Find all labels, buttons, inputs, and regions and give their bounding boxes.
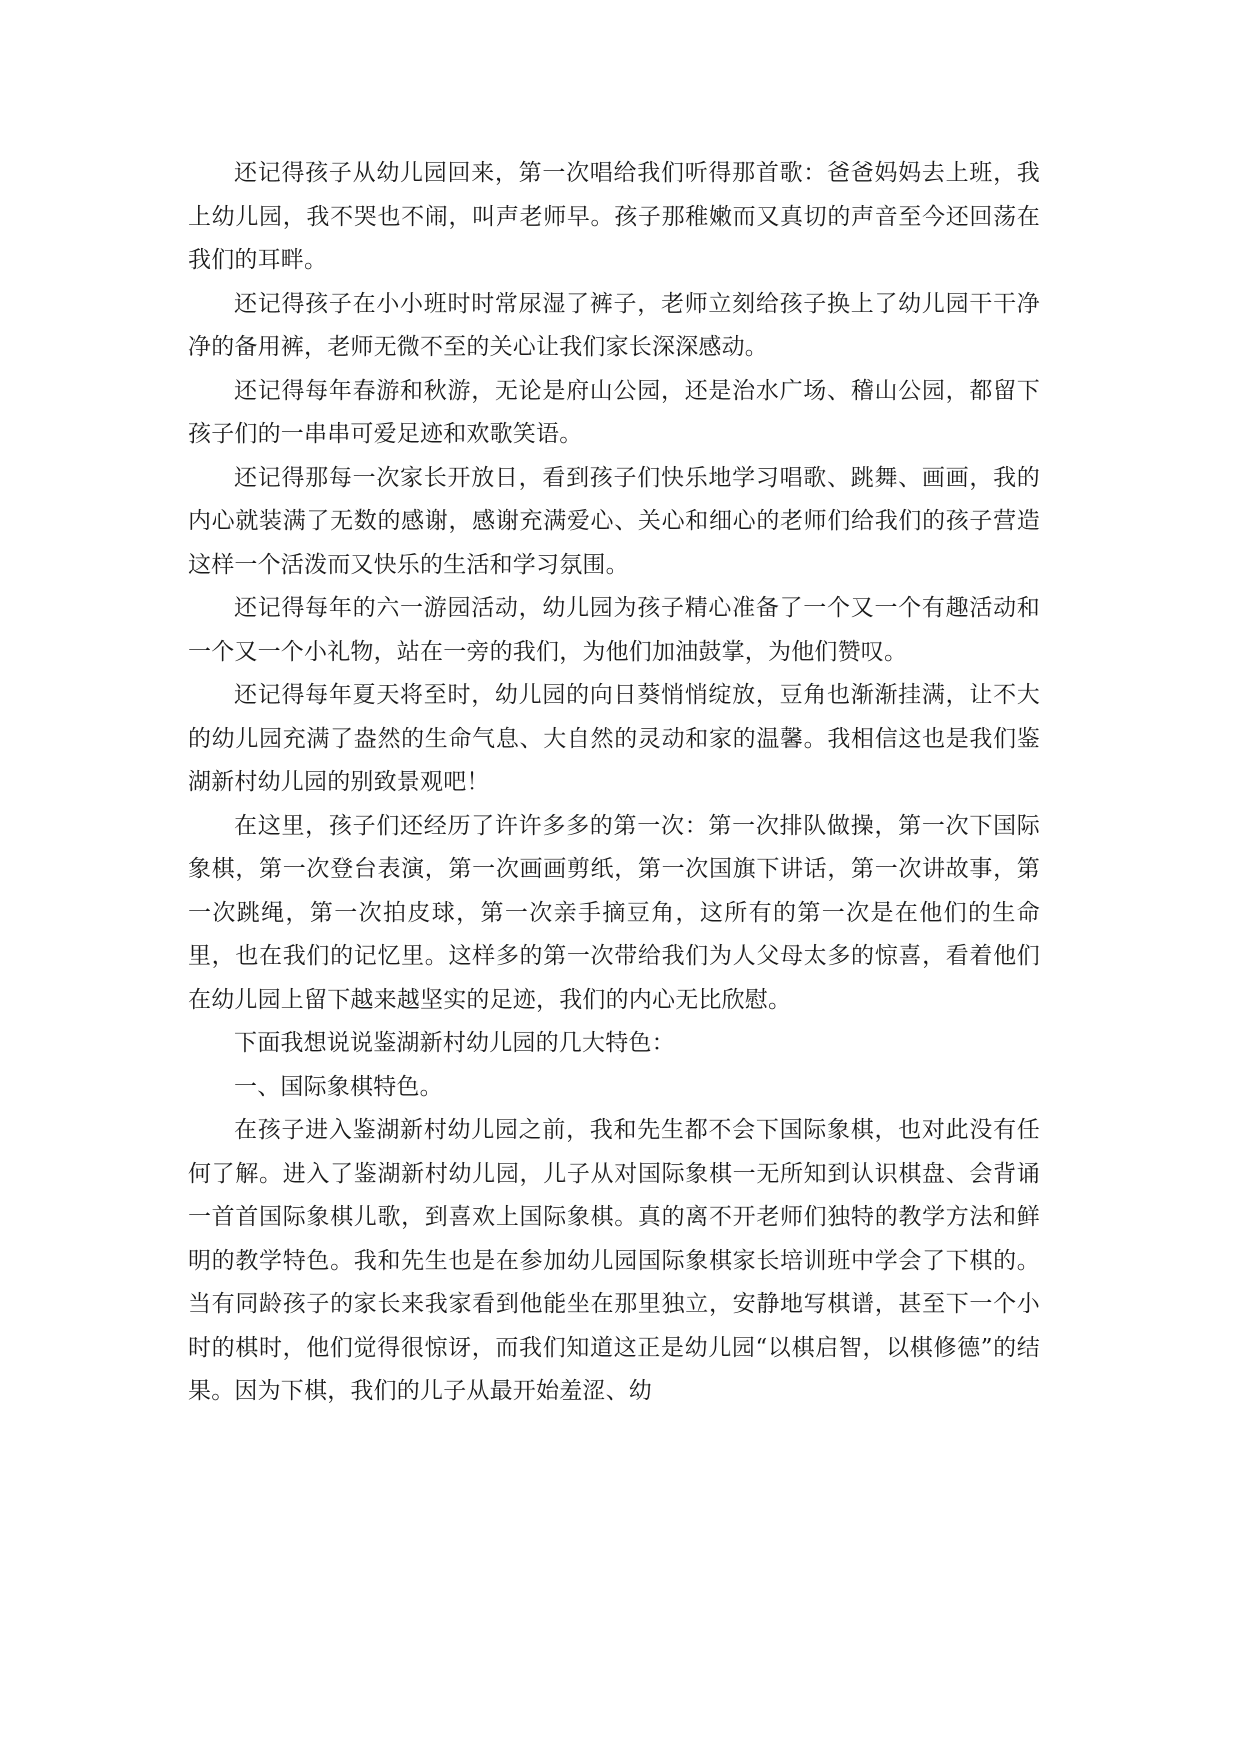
paragraph-8: 下面我想说说鉴湖新村幼儿园的几大特色：	[234, 1030, 675, 1056]
document-body	[188, 152, 1040, 1414]
section-heading: 一、国际象棋特色。	[234, 1073, 443, 1100]
paragraph-3: 还记得每年春游和秋游，无论是府山公园，还是治水广场、稽山公园，都留下孩子们的一串串可爱足迹和欢歌笑语。	[188, 377, 1040, 447]
paragraph-4: 还记得那每一次家长开放日，看到孩子们快乐地学习唱歌、跳舞、画画，我的内心就装满了无数的感谢，感谢充满爱心、关心和细心的老师们给我们的孩子营造这样一个活泼而又快乐的生活和学习氛围。	[188, 464, 1040, 578]
paragraph-1: 还记得孩子从幼儿园回来，第一次唱给我们听得那首歌：爸爸妈妈去上班，我上幼儿园，我不哭也不闹，叫声老师早。孩子那稚嫩而又真切的声音至今还回荡在我们的耳畔。	[188, 160, 1040, 273]
paragraph-9: 在孩子进入鉴湖新村幼儿园之前，我和先生都不会下国际象棋，也对此没有任何了解。进入了鉴湖新村幼儿园，儿子从对国际象棋一无所知到认识棋盘、会背诵一首首国际象棋儿歌，到喜欢上国际象棋。真的离不开老师们独特的教学方法和鲜明的教学特色。我和先生也是在参加幼儿园国际象棋家长培训班中学会了下棋的。当有同龄孩子的家长来我家看到他能坐在那里独立，安静地写棋谱，甚至下一个小时的棋时，他们觉得很惊讶，而我们知道这正是幼儿园“以棋启智，以棋修德”的结果。因为下棋，我们的儿子从最开始羞涩、幼	[188, 1117, 1040, 1404]
paragraph-5: 还记得每年的六一游园活动，幼儿园为孩子精心准备了一个又一个有趣活动和一个又一个小礼物，站在一旁的我们，为他们加油鼓掌，为他们赞叹。	[188, 595, 1040, 665]
paragraph-7: 在这里，孩子们还经历了许许多多的第一次：第一次排队做操，第一次下国际象棋，第一次登台表演，第一次画画剪纸，第一次国旗下讲话，第一次讲故事，第一次跳绳，第一次拍皮球，第一次亲手摘豆角，这所有的第一次是在他们的生命里，也在我们的记忆里。这样多的第一次带给我们为人父母太多的惊喜，看着他们在幼儿园上留下越来越坚实的足迹，我们的内心无比欣慰。	[188, 812, 1040, 1013]
paragraph-6: 还记得每年夏天将至时，幼儿园的向日葵悄悄绽放，豆角也渐渐挂满，让不大的幼儿园充满了盎然的生命气息、大自然的灵动和家的温馨。我相信这也是我们鉴湖新村幼儿园的别致景观吧！	[188, 682, 1040, 795]
paragraph-2: 还记得孩子在小小班时时常尿湿了裤子，老师立刻给孩子换上了幼儿园干干净净的备用裤，老师无微不至的关心让我们家长深深感动。	[188, 290, 1040, 360]
